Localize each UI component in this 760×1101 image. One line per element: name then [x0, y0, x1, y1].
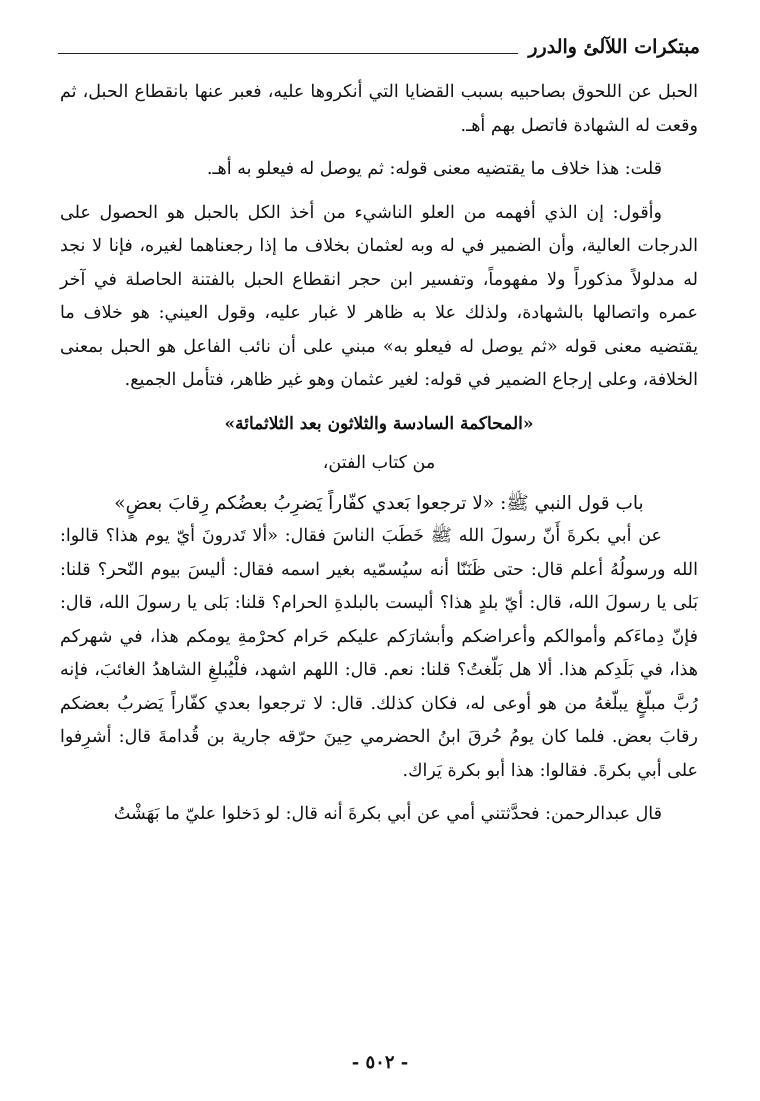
- section-heading: «المحاكمة السادسة والثلاثون بعد الثلاثمائة»: [224, 413, 534, 434]
- page-number: - ٥٠٢ -: [351, 1052, 409, 1073]
- book-title: من كتاب الفتن،: [322, 453, 436, 473]
- paragraph-1: الحبل عن اللحوق بصاحبيه بسبب القضايا التي أنكروها عليه، فعبر عنها بانقطاع الحبل، ثم وقعت له الشهادة فاتصل بهم أهـ.: [60, 82, 698, 136]
- hadith-paragraph: عن أبي بكرةَ أَنّ رسولَ الله ﷺ خَطَبَ الناسَ فقال: «ألا تَدرونَ أيّ يوم هذا؟ قالوا: الله ورسولُهُ أعلم قال: حتى ظَنَنّا أنه سيُسمّيه بغير اسمه فقال: أليسَ بيوم النّحر؟ قلنا: بَلى يا رسولَ الله، قال: أيّ بلدٍ هذا؟ أليست بالبلدةِ الحرام؟ قلنا: بَلى يا رسولَ الله، قال: فإنّ دِماءَكم وأموالكم وأعراضكم وأبشارَكم عليكم حَرام كحرْمةِ يومكم هذا، في شهركم هذا، في بَلَدِكم هذا. ألا هل بَلّغتُ؟ قلنا: نعم. قال: اللهم اشهد، فلْيُبلغِ الشاهدُ الغائبَ، فإنه رُبَّ مبلّغٍ يبلّغهُ من هو أوعى له، فكان كذلك. قال: لا ترجعوا بعدي كفّاراً يَضربُ بعضكم رقابَ بعض. فلما كان يومُ حُرقَ ابنُ الحضرمي حِينَ حرّقه جارية بن قُدامةَ قال: أشرِفوا على أبي بكرةَ. فقالوا: هذا أبو بكرة يَراك.: [60, 526, 698, 781]
- running-title: مبتكرات اللآلئ والدرر: [528, 36, 700, 58]
- running-header: [58, 30, 700, 64]
- paragraph-2: قلت: هذا خلاف ما يقتضيه معنى قوله: ثم يوصل له فيعلو به أهـ.: [206, 159, 662, 179]
- paragraph-5: قال عبدالرحمن: فحدَّثتني أمي عن أبي بكرةَ أنه قال: لو دَخلوا عليّ ما بَهَشْتُ: [113, 804, 662, 824]
- chapter-title: باب قول النبي ﷺ: «لا ترجعوا بَعدي كفّاراً يَضرِبُ بعضُكم رِقابَ بعضٍ»: [114, 492, 644, 514]
- paragraph-3: وأقول: إن الذي أفهمه من العلو الناشيء من أخذ الكل بالحبل هو الحصول على الدرجات العالية، وأن الضمير في له وبه لعثمان بخلاف ما إذا رجعناهما لغيره، فإنا لا نجد له مدلولاً مذكوراً ولا مفهوماً، وتفسير ابن حجر انقطاع الحبل بالفتنة الحاصلة في آخر عمره واتصالها بالشهادة، ولذلك علا به ظاهر لا غبار عليه، وقول العيني: هو خلاف ما يقتضيه معنى قوله «ثم يوصل له فيعلو به» مبني على أن نائب الفاعل هو الحبل بمعنى الخلافة، وعلى إرجاع الضمير في قوله: لغير عثمان وهو غير ظاهر، فتأمل الجميع.: [60, 202, 698, 390]
- page-body: [60, 76, 698, 832]
- header-rule: [58, 53, 518, 54]
